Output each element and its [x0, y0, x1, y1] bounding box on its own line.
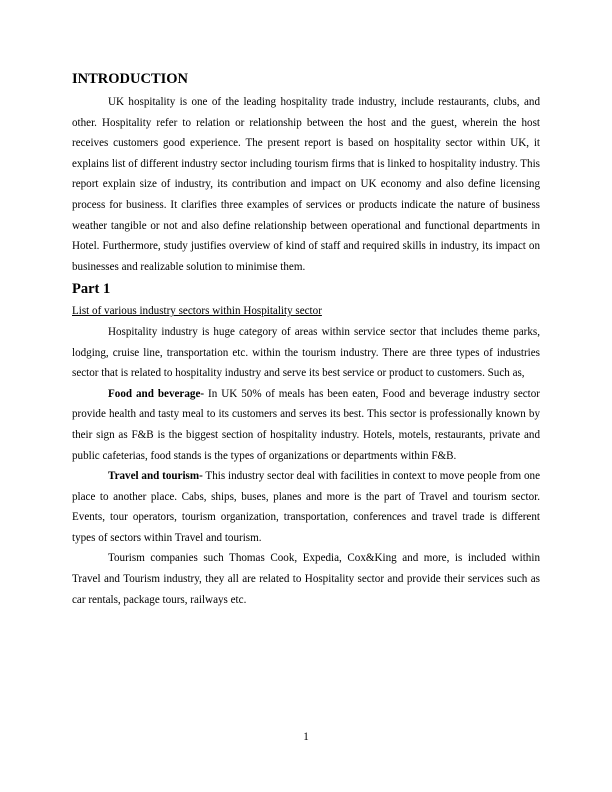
- travel-tourism-text: This industry sector deal with facilities in context to move people from one place to another place. Cabs, ships, buses, planes and more is the part of Travel and tourism sector. Events, tour operators, tourism organization, transportation, conferences and travel trade is different types of sectors within Travel and tourism.: [72, 470, 540, 544]
- introduction-paragraph: UK hospitality is one of the leading hospitality trade industry, include restaurants, clubs, and other. Hospitality refer to relation or relationship between the host and the guest, wherein the host receives customers good experience. The present report is based on hospitality sector within UK, it explains list of different industry sector including tourism firms that is linked to hospitality industry. This report explain size of industry, its contribution and impact on UK economy and also define licensing process for business. It clarifies three examples of services or products indicate the nature of business weather tangible or not and also define relationship between operational and functional departments in Hotel. Furthermore, study justifies overview of kind of staff and required skills in industry, its impact on businesses and realizable solution to minimise them.: [72, 96, 540, 273]
- travel-tourism-paragraph: [72, 466, 540, 548]
- document-page: [72, 70, 540, 610]
- travel-tourism-lead: Travel and tourism-: [108, 470, 203, 483]
- part1-heading: Part 1: [72, 281, 111, 298]
- food-beverage-paragraph: [72, 384, 540, 466]
- page-number: 1: [303, 731, 309, 743]
- tourism-companies-paragraph: Tourism companies such Thomas Cook, Expedia, Cox&King and more, is included within Travel and Tourism industry, they all are related to Hospitality sector and provide their services such as car rentals, package tours, railways etc.: [72, 552, 540, 606]
- food-beverage-text: In UK 50% of meals has been eaten, Food and beverage industry sector provide health and tasty meal to its customers and serves its best. This sector is professionally known by their sign as F&B is the biggest section of hospitality industry. Hotels, motels, restaurants, private and public cafeterias, food stands is the types of organizations or departments within F&B.: [72, 387, 540, 462]
- food-beverage-lead: Food and beverage-: [108, 387, 205, 400]
- introduction-heading: INTRODUCTION: [72, 71, 189, 87]
- part1-subheading: List of various industry sectors within Hospitality sector: [72, 305, 322, 318]
- part1-intro-paragraph: Hospitality industry is huge category of areas within service sector that includes theme parks, lodging, cruise line, transportation etc. within the tourism industry. There are three types of industries sector that is related to hospitality industry and serve its best service or product to customers. Such as,: [72, 325, 540, 380]
